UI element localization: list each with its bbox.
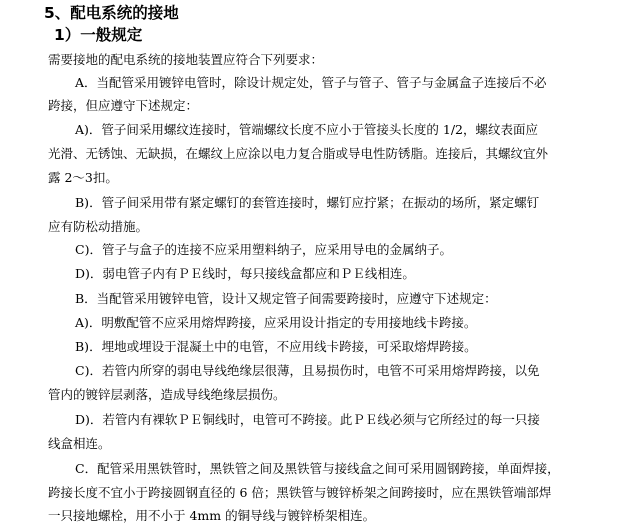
subsection-heading: 1）一般规定: [54, 26, 143, 44]
clause-a-c-line: C)．管子与盒子的连接不应采用塑料纳子，应采用导电的金属纳子。: [75, 242, 452, 257]
clause-a-b-line-1: B)．管子间采用带有紧定螺钉的套管连接时，螺钉应拧紧；在振动的场所，紧定螺钉: [75, 195, 540, 210]
clause-b-d-line-1: D)．若管内有裸软ＰＥ铜线时，电管可不跨接。此ＰＥ线必须与它所经过的每一只接: [75, 412, 540, 427]
section-heading: 5、配电系统的接地: [44, 4, 179, 22]
clause-a-a-line-3: 露 2～3扣。: [48, 170, 118, 185]
clause-a-line-2: 跨接，但应遵守下述规定：: [48, 98, 199, 113]
clause-b-a-line: A)．明敷配管不应采用熔焊跨接，应采用设计指定的专用接地线卡跨接。: [75, 315, 477, 330]
clause-b-c-line-2: 管内的镀锌层剥落，造成导线绝缘层损伤。: [48, 387, 286, 402]
clause-c-line-1: C．配管采用黑铁管时，黑铁管之间及黑铁管与接线盒之间可采用圆钢跨接，单面焊接，: [75, 461, 560, 476]
clause-c-line-2: 跨接长度不宜小于跨接圆钢直径的 6 倍；黑铁管与镀锌桥架之间跨接时，应在黑铁管端部焊: [48, 485, 552, 500]
clause-c-line-3: 一只接地螺栓，用不小于 4mm 的铜导线与镀锌桥架相连。: [48, 508, 376, 523]
intro-line: 需要接地的配电系统的接地装置应符合下列要求：: [48, 52, 324, 67]
clause-a-a-line-1: A)．管子间采用螺纹连接时，管端螺纹长度不应小于管接头长度的 1/2，螺纹表面应: [75, 122, 538, 137]
clause-a-a-line-2: 光滑、无锈蚀、无缺损，在螺纹上应涂以电力复合脂或导电性防锈脂。连接后，其螺纹宜外: [48, 146, 549, 161]
clause-b-c-line-1: C)．若管内所穿的弱电导线绝缘层很薄，且易损伤时，电管不可采用熔焊跨接，以免: [75, 363, 540, 378]
clause-b-d-line-2: 线盒相连。: [48, 436, 111, 451]
clause-b-b-line: B)．埋地或埋设于混凝土中的电管，不应用线卡跨接，可采取熔焊跨接。: [75, 339, 477, 354]
clause-a-b-line-2: 应有防松动措施。: [48, 219, 149, 234]
clause-b-line: B．当配管采用镀锌电管，设计又规定管子间需要跨接时，应遵守下述规定：: [75, 291, 497, 306]
clause-a-d-line: D)．弱电管子内有ＰＥ线时，每只接线盒都应和ＰＥ线相连。: [75, 266, 415, 281]
clause-a-line-1: A．当配管采用镀锌电管时，除设计规定处，管子与管子、管子与金属盒子连接后不必: [75, 75, 547, 90]
